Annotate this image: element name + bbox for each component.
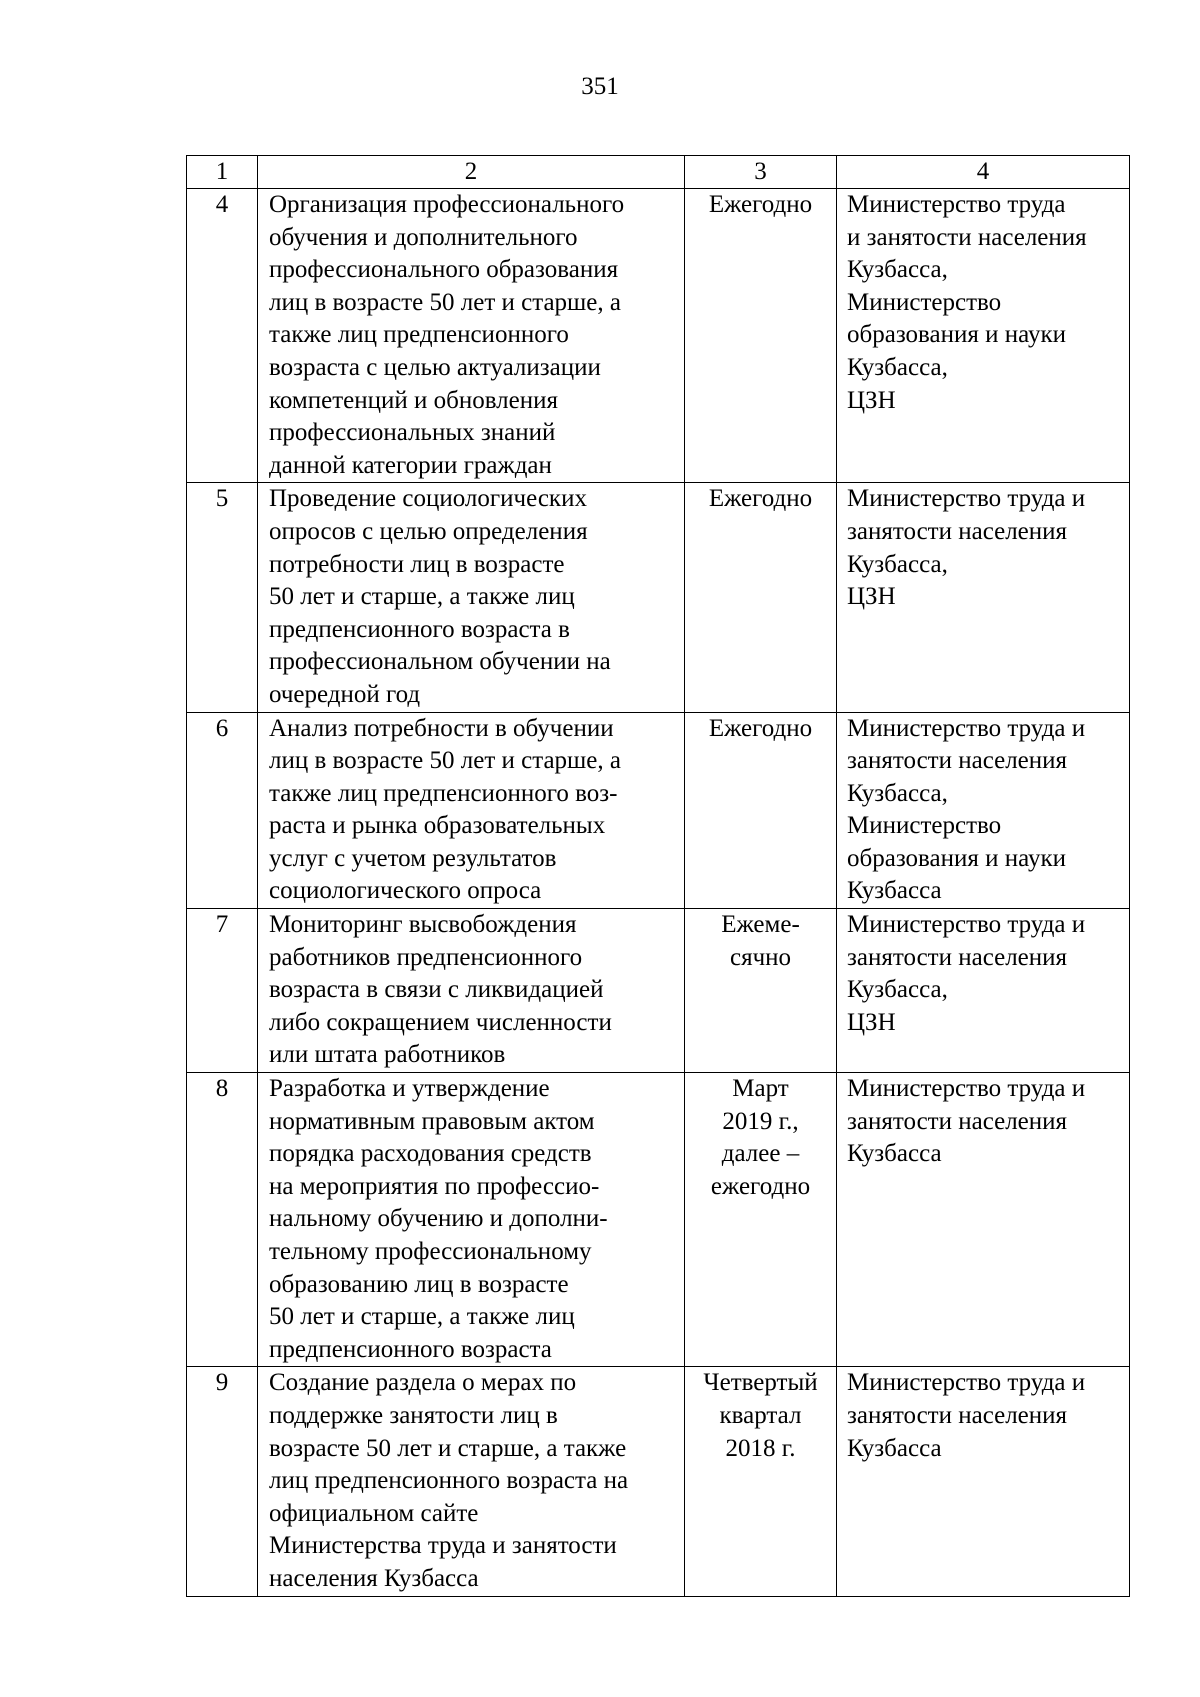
responsible-executors: Министерство труда и занятости населения Кузбасса, ЦЗН [837, 909, 1130, 1073]
responsible-executors: Министерство труда и занятости населения Кузбасса, Министерство образования и науки Кузбасса [837, 712, 1130, 909]
row-number: 7 [187, 909, 258, 1073]
responsible-executors: Министерство труда и занятости населения Кузбасса, ЦЗН [837, 483, 1130, 712]
row-number: 9 [187, 1367, 258, 1596]
column-header-responsible: 4 [837, 156, 1130, 189]
column-header-number: 1 [187, 156, 258, 189]
responsible-executors: Министерство труда и занятости населения Кузбасса, Министерство образования и науки Кузбасса, ЦЗН [837, 189, 1130, 483]
measures-table [186, 155, 1130, 1597]
action-description: Создание раздела о мерах по поддержке занятости лиц в возрасте 50 лет и старше, а также лиц предпенсионного возраста на официальном сайте Министерства труда и занятости населения Кузбасса [258, 1367, 685, 1596]
execution-term: Ежегодно [685, 712, 837, 909]
column-header-action: 2 [258, 156, 685, 189]
table-row [187, 189, 1130, 483]
table-row [187, 1367, 1130, 1596]
action-description: Мониторинг высвобождения работников предпенсионного возраста в связи с ликвидацией либо сокращением численности или штата работников [258, 909, 685, 1073]
execution-term: Март 2019 г., далее – ежегодно [685, 1073, 837, 1367]
execution-term: Ежеме- сячно [685, 909, 837, 1073]
action-description: Разработка и утверждение нормативным правовым актом порядка расходования средств на мероприятия по профессио- нальному обучению и дополни- тельному профессиональному образованию лиц в возрасте 50 лет и старше, а также лиц предпенсионного возраста [258, 1073, 685, 1367]
execution-term: Ежегодно [685, 483, 837, 712]
table-header-row [187, 156, 1130, 189]
action-description: Организация профессионального обучения и дополнительного профессионального образования лиц в возрасте 50 лет и старше, а также лиц предпенсионного возраста с целью актуализации компетенций и обновления профессиональных знаний данной категории граждан [258, 189, 685, 483]
page-number: 351 [581, 73, 619, 100]
row-number: 8 [187, 1073, 258, 1367]
row-number: 4 [187, 189, 258, 483]
action-description: Проведение социологических опросов с целью определения потребности лиц в возрасте 50 лет и старше, а также лиц предпенсионного возраста в профессиональном обучении на очередной год [258, 483, 685, 712]
responsible-executors: Министерство труда и занятости населения Кузбасса [837, 1073, 1130, 1367]
row-number: 6 [187, 712, 258, 909]
table-row [187, 483, 1130, 712]
execution-term: Ежегодно [685, 189, 837, 483]
execution-term: Четвертый квартал 2018 г. [685, 1367, 837, 1596]
column-header-term: 3 [685, 156, 837, 189]
table-row [187, 909, 1130, 1073]
table-row [187, 1073, 1130, 1367]
row-number: 5 [187, 483, 258, 712]
table-row [187, 712, 1130, 909]
responsible-executors: Министерство труда и занятости населения Кузбасса [837, 1367, 1130, 1596]
action-description: Анализ потребности в обучении лиц в возрасте 50 лет и старше, а также лиц предпенсионного воз- раста и рынка образовательных услуг с учетом результатов социологического опроса [258, 712, 685, 909]
